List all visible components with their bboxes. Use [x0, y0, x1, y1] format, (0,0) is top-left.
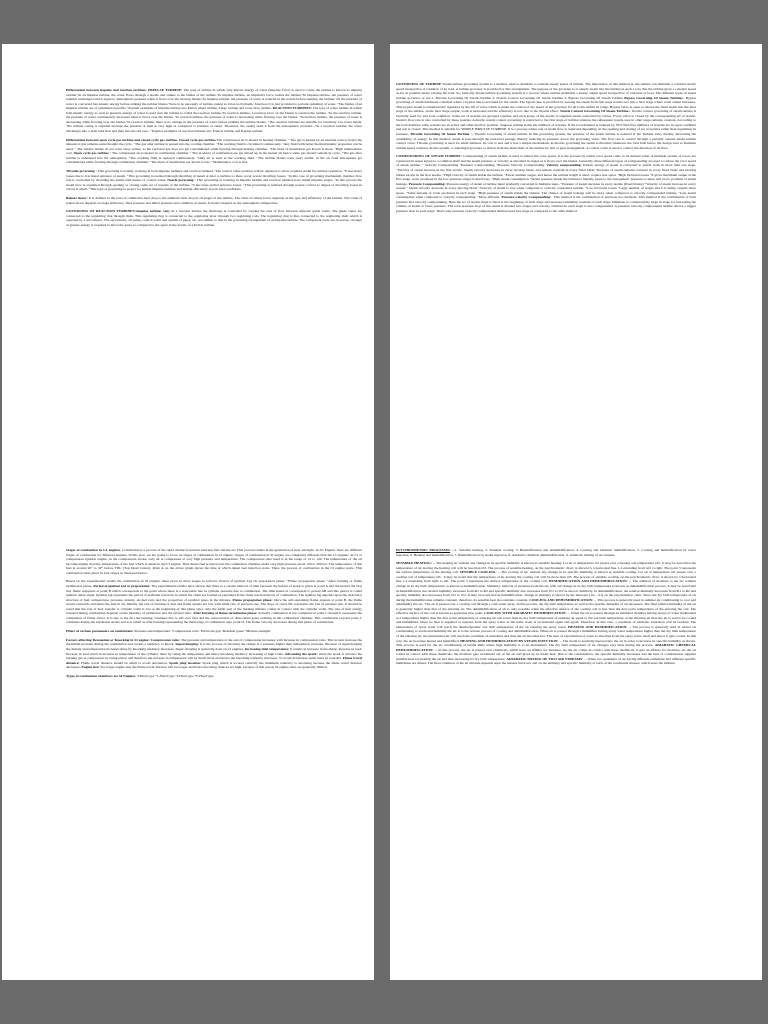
body-text: -- The heating air without any change in its specific humidity is known as sensible heating. Let air at temperature td1 passes over a heating coil temperature td3 . It may be noted that the temperature of air leaving the heating coil will be less than td3. The process of sensible heating, on the psychrometric chart, is shown by a horizontal line 1-2 extending from left to right. The point 3 represents the surface temperature of the heating coil. — [396, 561, 696, 575]
body-text: Kinetic energy of steam is converted to useful work in more than one stage. "Velocity of steam increase in the first nozzle. Steam velocity decreases in every moving blade, and remain constant in every fixed blade "Pressure of steam remains constant in every fixed blade and moving blades except in the first nozzle. "High velocity of steam inside the turbine. "Fewer number stages, and hence the turbine length is short, require less space "High frictional losses "It gives maximum output at the first stage, work produced in the low-pressure stages is much less. "High steam consumption "Steam pressure inside the turbine is literally equal to the atmospheric pressure so there will be no problem of steam leakage. — [396, 163, 696, 186]
bold-heading: Flame travel distance: — [66, 656, 362, 665]
bold-heading: Bypass Governing Of Steam Turbine:- — [624, 95, 685, 100]
bold-heading: Factors affecting Detonation or Knocking in SI engine: — [66, 637, 150, 642]
bold-heading: Increasing inlet temperature: — [244, 646, 290, 651]
body-text: when the spark is advance the burning gas is compressed by rising piston and therefore the increase in temperature will be much more and hence the knocking tendency increases. To avoid detonation spark must be retarded. — [66, 651, 362, 661]
bold-heading: Pressure-velocity Compounding:- — [501, 195, 553, 200]
body-text: The experimental results have shown that there is a certain interval of time between the instant of spark is given at point A and the instant the first tiny flame reappears at point B which corresponds to the point where there is a noticeable rise in cylinder pressure due to combustion. The time intern al corresponds to period AB and this period is called ignition delay angle. Ignition lag represents the period of preflame reactions in which the chain are formed as explained in the chain reaction theory of combustion. The ignition lag depends upon the molecular structure of fuel, temperature, pressure, density, air-fuel ratio and the proportion of residual gases in the mixture. — [66, 584, 362, 602]
paragraph — [66, 548, 362, 575]
bold-heading: REACTION TURBINES: — [272, 106, 312, 111]
body-text: : This governing is working in impulse turbine and reaction turbines have initial impulse stages. "In this process the steam flow is regulated through opening or closing some set of nozzles of the turbine. "It has large partial entrance losses. "This governing is realized through nozzle control so degree of throttling losses in valves is small. "This type of governing is proper for simple impulse turbines and mainly efficiently in part load conditions. — [66, 178, 362, 192]
bold-heading: Closed cycle gas turbine — [178, 137, 216, 142]
paragraph — [396, 548, 696, 557]
paragraph — [66, 196, 362, 205]
paragraph — [66, 138, 362, 165]
bold-heading: Differentiate between open cycle gas turbine and closed cycle gas turbine. — [66, 137, 178, 142]
body-text: -- When two quantities of air having different enthalpies and different specific humidities are mixed. The final condition of the air mixture depends upon the masses involved, and on the enthalpy and specific humidity of each of the constituent masses, which enter the mixture. — [396, 656, 696, 666]
paragraph — [396, 154, 696, 213]
body-text: Based on the experimental results the combustion in SI engines takes place in three stages as follows: Period of ignition Lag Or preparation phase. "Flame propagation phase. — [66, 579, 326, 584]
bold-heading: COOLING WITH ADIABATIC HUMIDIFICATION: — [484, 611, 567, 616]
document-page-1 — [2, 44, 374, 512]
bold-heading: Stages of combustion in S.I. engines. — [66, 548, 121, 552]
bold-heading: SENSIBLE HEATING: — [396, 561, 432, 566]
paragraph — [66, 629, 362, 634]
bold-heading: HEATING AND HUMIDIFICATION: — [567, 624, 628, 629]
body-text: Increase in load: Increase in load result in increase in temperature of the cylinder, there by rising the temperature and hence knocking tendency increasing at high loads. — [66, 646, 362, 656]
document-page-2 — [390, 44, 762, 512]
body-text: : This governing is usually working in both impulse turbines and reaction turbines."The control value position will be adjusted to allow required steam for turbine operation. "It has lesser losses due to fractional entrance of steam. "This governing is realized through throttling of steam at inlet to turbine so there occur severe throttling losses. "In this case of governing mechanism, thermos flow rate is controlled by throttling the steam with means of control value. — [66, 169, 362, 183]
bold-heading: HUMIDIFICATION AND DEHUMIDIFICATION: — [548, 579, 628, 584]
bold-heading: Supercharging: — [175, 642, 199, 647]
body-text: This method is the combination of previous two methods. This method is the combination of both pressure and velocity compounding. Here the set of nozzle rings is fixed at the beginning of each stage and pressure remaining constant of each stage. Diameter is comparatively large in stage for increasing the volume of steam at lower pressure. The total pressure drop of the steam is divided into stages and velocity obtained in each stage is also compounded. A pressure velocity compounded turbine allows a bigger pressure drop in each stage. That's why pressure velocity compounded method need less stage as compared to the other method. — [396, 195, 696, 213]
body-text: Steam turbine governing system is a method, used to maintain a constant steady speed of turbine. The importance of this method is, the turbine can maintain a constant steady speed irrespective of variation of its load. A turbine governor is provided for this arrangement. The purpose of the governor is to supply steam into the turbine in such a way that the turbine gives a constant speed as far as possible under varying the load. So, basically Steam turbine governing system is a process where turbine maintains a steady output speed irrespective of variation of load. The different types of steam turbine governor of are:1. Throttle Governing Of Steam Turbine 2. Nozzle Control Governing Of Steam Turbine 3. Bypass Governing Of Steam Turbine — [396, 82, 696, 100]
body-text: Bypass governing of steam turbinesis a method where a bypass line is provided for the steam. The bypass line is provided for passing the steam from first stage nozzle box into a later stage where work output increases. This bypass steam is automatically regulated by the lift of valve which is under the control of the speed of the governor for all loads within its range. Bypass valve is open to release the fresh steam into the later stage of the turbine. In the later stage output, work is increased and the efficiency is low due to the throttle effect. — [396, 95, 696, 114]
bold-heading: ADIABATIC CHEMICAL DEHUMIDIFICATION: — [396, 643, 696, 652]
body-text: -- The steam is normally injected into the air in order to increase its specific humidity as shown. This process is used for the air conditioning of textile mills where high humidity is to be maintained. The dry bulb temperature of air changes very little during the process. — [396, 638, 696, 648]
body-text: Flame travel distance should be small to avoid detonation. — [81, 660, 168, 665]
body-text: It is defined as the ratio of cumulative heat drop to the adiabatic heat drop in all stages of the turbine. The value of reheat factor depends on the type and efficiency of the turbine. The value of reheat factor depends on stage efficiency, final pressure and initial pressure and condition of steam. It doesn't depend on the atmospheric temperature. — [66, 196, 362, 205]
bold-heading: Spark plug location: — [169, 660, 201, 665]
bold-heading: Throttle governing — [66, 169, 95, 174]
bold-heading: Compression ratio: — [150, 637, 181, 642]
body-text: Compounding of steam turbine is used to reduce the rotor speed. It is the process by which rotor speed come to its desired value. A multiple system of rotors are connected in series keyed to a common shaft and the steam pressure or velocity is absorbed in stages as it flows over the blades. Generally, three different types of compounding are used to reduce the rotor speed of steam turbine. " Velocity Compounding "Pressure Compounding "Pressure Velocity Compounding. — [396, 154, 696, 168]
bold-heading: Types of combustion chambers for SI Engines. — [66, 673, 137, 678]
body-text: It is due to the fact the burning continues due to left over fuel and the reassociation of dissociated gases existing in the combustion chamber. This combustion beyond point C continues during the expansion stroke and it is called as after burning representing the third stage of combustion upto point D. The flame velocity decreases during this phase of combustion. — [66, 615, 362, 625]
body-text: :--1. Sensible heating, 2. Sensible cooling, 3. Humidification and dehumidification, 4. Cooling and adiabatic humidification, 5. Cooling and humidification by water injection, 6. Heating and humidification, 7. Humidification by steam injection, 8. Adiabatic chemical dehumidification, 9. Adiabatic mixing of air streams. — [396, 548, 696, 557]
bold-heading: GOVERNING OF REACTION TURBINES=impulse turbine =any — [66, 209, 170, 214]
body-text: The compressed air is heated in combustion chamber " The products of combustion are get mixed up in the heated air hence same gas doesn't remain in cycle. "The gas after turbine is exhausted into the atmosphere. "The working fluid is replaced continuously. "Only air is used as the working fluid. "The turbine blades wear away earlier, as the air from atmosphere get contaminated while flowing through combustion chamber. "The mass of installation per Kwatt is less. "Maintenance cost is less. — [66, 151, 362, 165]
body-text: -- The process is generally used in winter air conditioning to warm and humidify the air. It is the reverse process of cooling and dehumidification. When air is passed through a humidifier having spray water temperature higher than the dry bulb temperature of the entering air, the unsaturated air will reach the condition of saturation and thus the air becomes hot. The heat of vaporization of water is absorbed from the spray water itself and hence it gets cooled. In this way, the air becomes heated and humidified. — [396, 624, 696, 643]
body-text: -- In this process, the air is passed over chemicals, which have an affinity for moisture. As the air comes in contact with these chemicals, it gets an affinity for moisture. As the air comes in contact with these chemicals, the moisture gets condensed out of the air and gives up its latent heat. Due to the condensation, the specific humidity decreases and the heat of condensation supplies sensible heat for heating the air and thus increasing its dry bulb temperature. — [396, 647, 696, 661]
bold-heading: Flame propagation phase: — [232, 597, 273, 602]
body-text: Actually combustion is not completed at point C though it represents the completion of flame travel. — [66, 611, 362, 620]
bold-heading: Engine size: — [81, 665, 100, 670]
paragraph — [66, 579, 362, 624]
paragraph — [66, 674, 362, 679]
document-page-3 — [2, 512, 374, 980]
body-text: It results in increase in knocking. — [290, 646, 338, 651]
bold-heading: Advancing the spark: — [284, 651, 318, 656]
body-text: T-Head type "L-Head type "I-Head type "F-Head type — [136, 673, 214, 678]
body-text: -- The addition of moisture to the air, without change in its dry bulb temperature, is known as humidification. Similarly, removal of moisture from the air, with out change in its dry bulb temperature is known as dehumidification process. It may be noted that in humidification, the relative humidity increases from Φ1 to Φ2 and specific humidity also increases from W1 to W2 as shown. Similarly, in dehumidification, the relative humidity decreases from Φ1 to Φ2 and specific humidity also decreases from W1 to W2. It may be noted that in humidification, change in enthalpy is shown by the intercept ( h2 – h1) on the psychometric chart. Since the dry bulb temperature of air during the humidification remains constant, therefore, its sensible heat also remains constant. — [396, 579, 696, 602]
bold-heading: Open cycle gas turbine : — [73, 151, 112, 156]
body-text: It is the process of allowing the charge at a pressure higher than atmospheric pressure. Because of supercharging the density and temperature increases there by knocking tendency increases. Super charging is generally done on CI engines. — [66, 642, 362, 651]
body-text: For larger engine size the flame travel distance will be longer and hence knocking chances are high, because of this reason SI engine sizes are generally limited. — [100, 665, 328, 670]
bold-heading: Period of ignition lad or preparation: — [93, 584, 151, 589]
bold-heading: Differentiate between impulse and reaction turbines. — [66, 88, 147, 92]
body-text: The type of water turbine in which both kinetic energy as well as pressure energy of water is used turn the turbine is called the reaction turbine."In reaction turbine, a reaction force on the blades is rotation the turbine. "In the reaction turbine, the pressure of water continuously decreases when it flows over the blades. "In reaction turbine, the pressure of water is decreasing while flowing over the blades. "In reaction turbine, the pressure of water is decreasing while flowing over the blades."In reaction turbine, there is no change in the pressure of water before striking the turbine blades. "The reaction turbines are suitable for relatively low water heads. "the turbine casing is required because the pressure at inlet is very high as compared to pressure at outlet. Therefore, the casing seals it from the atmospheric pressure..."In a reaction turbine, the water discharges into a draft tube first and then into the tail race.. "Popular examples of reaction turbines are: Francis turbine and Kaplan turbine. — [66, 106, 362, 133]
paragraph — [66, 169, 362, 192]
body-text: Nozzle control governing of steam turbine is basically used for part load condition. Some set of nozzles are grouped together and each group of the nozzle is supplied steam controlled by valves. Every valve is closed by the corresponding set of nozzle. Steam's flow rate is also controlled by these nozzles. Actually, nozzle control governing is restricted to the first stage of turbine whereas the subsequent nozzle area in other stage remains constant. According to the load demand, some nozzles are in active and other inactive position. Suppose turbine holds ten numbers of nozzles. If the load demand is reduced by 50% then five numbers of nozzles are in open condition and rest is closed. This method is suitable for SIMPLE IMPULSE TURBINE. It is a process where rate of steam flow is regulated depending on the opening and closing of set of nozzles rather than regulating its pressure. — [396, 109, 696, 137]
body-text: Once the self-sustaining flame appears at point B, the flame travels outwards and burns the fuel in air. Initially the rate of burning of fuel and flame speeds are low with small rate of pressure rise. The slope of curve BC represents the rate of pressure rise. It should be noted that the rate of heat transfer to cylinder walls is low at the beginning of this phase since only the small part of the burning mixture comes in contact with the cylinder walls. The rate of heat energy released during combustion depends on the intensity of turbulence and the air-fuel ratio. — [66, 597, 362, 616]
page-3-text — [66, 548, 362, 958]
paragraph — [396, 561, 696, 666]
bold-heading: COMPOUNDING OF STEAM TURBINE: — [396, 154, 462, 159]
body-text: "After burning or flame termination phase. — [66, 579, 362, 589]
body-text: -- The cooling of air, without any change in its specific humidity, is known as sensible cooling. Let air at temperature td1 passes over a cooling coil of temperature td3 . It may be noted that the temperature of air leaving the cooling coil will be more than td3. The process of sensible cooling, on the psychrometric chart, is shown by a horizontal line 1-2 extending from right to left. The point 3 represents the surface temperature of the cooling coil. — [396, 570, 696, 584]
body-text: -- This process is generally used in summer air conditioning to cool and dehumidify the air,. The air is passed over a cooling coil through a cold-water spray. In this process, the dry bulb temperature as well as the specific humidity of air decreases. The final relative humidity of the air is generally higher than that of the entering air. The dehumidification of air is only possible when the effective surface of the cooling coil is less than the dew point temperature of the entering the coil. The effective surface of the coil is known as apparatus dew point. — [396, 597, 696, 616]
bold-heading: GOVERNING OF TURBINE — [396, 82, 442, 86]
body-text: Combustion is a process of the rapid chemical reaction between fuel and the air. This process results in the generation of heat and light. In SC Engine, there are different stages of combustion for different engines. In this post, we are going to focus on stages of combustion in CI engine. Stages of combustion in SI engine are completely different than the CI engines. — [66, 548, 362, 557]
bold-heading: HEATING AND HUMIDIFICATION BY STEAM INJECTION: — [460, 638, 559, 643]
bold-heading: Nozzle governing — [167, 178, 194, 183]
bold-heading: Throttle Governing Of Steam Turbine :- — [410, 132, 474, 137]
paragraph — [66, 88, 362, 133]
body-text: The pressure and temperature at the end of compression increases with increase in compression ratio. This in turn increase the maximum pressure during the combustion and creates a tendency to knock. — [66, 637, 362, 647]
body-text: The type of turbine in which only kinetic energy of water (impulse force) is used to rotate the turbine is known as impulse turbine."In an impulse turbine, the water flows through a nozzle and strikes to the blades of the turbine."In impulse turbine, an impulsive force rotates the turbine."In impulse turbine, the pressure of water remains unchanged and is equal to atmospheric pressure when it flows over the moving blades."In impulse turbine, the pressure of water is reduced in the nozzle before entering the turbine."all the pressure of water is converted into kinetic energy before striking the turbine blades."there is no necessity of turbine casing as it has no hydraulic function. It is just provided to prevent splashing of water. "The blades of an impulse turbine are of symmetrical profile."Popular examples of impulse turbine are: Pelton wheel turbine, Turgo turbine and cross-flow turbine. — [66, 88, 362, 111]
page-2-text — [396, 82, 696, 492]
bold-heading: COOLING AND DEHUMIDIFICATION: — [529, 597, 594, 602]
paragraph — [396, 82, 696, 150]
bold-heading: IMPULSE TURBINE: — [147, 88, 183, 92]
page-4-text — [396, 548, 696, 958]
bold-heading: Nozzle Control Governing Of Steam Turbine:- — [560, 109, 631, 114]
bold-heading: Effect of various parameters on combustion: — [66, 629, 134, 634]
body-text: Pressure and temperature "Compression ratio "Electrode gap "Residual gases "Mixture strength. — [134, 629, 271, 634]
bold-heading: After burning of flame termination phase: — [192, 611, 258, 616]
body-text: In CI or compression ignition engine, in the compression stroke, only air is compressed at very high pressure and temperature. The compression ratio used is in the range of 12 to 120. — [66, 552, 362, 562]
document-page-4 — [390, 512, 762, 980]
bold-heading: Velocity compounding: — [546, 163, 582, 168]
bold-heading: PSYCHROMETRIC PROCESSES — [396, 548, 451, 552]
body-text: Throttle Governing of steam turbine In this governing system, the pressure of the steam turbine is reduced at the Turbine entry thereby decreasing the availability of energy. In this method, steam is pass through the restricted passage thereby reducing its pressure across the governing valve. The flow rate is control through a partially opened steam turbine control valve. Throttle governing is used for small turbines. Its cost is less and it has a simple mechanism. In throttle governing the steam is throttled whenever the load falls below the design load to maintain turbine speed constant. In this system, a centrifugal governor is driven from the main shaft of the turbine by belt or gear arrangement. A control valve is used to control the direction of oil flow. — [396, 132, 696, 150]
paragraph — [66, 209, 362, 227]
body-text: Point A on the above graph shows the time at which diesel fuel injection starts. Then, the process of combustion in the CI engine starts. This combustion takes place in four stages as discussed below. — [66, 566, 362, 575]
body-text: The compressed air is heated in heating chamber. " The gas is heated by an external source, hence the amount of gas remains same thought the cycle. "The gas after turbine is passed into the cooling chamber. "The working fluid is circulated continuously. "Any fluid with better thermodynamic properties can be used. " The turbine blades do not wear away earlier, as the enclosed gas does not get contaminated while flowing through heating chamber. "The mass of installation per Kwatt is more. "High maintenance cost. — [66, 137, 362, 156]
bold-heading: Pressure Compounding: — [408, 181, 446, 186]
body-text: Spark plug which is located centrally has minimum tendency to knocking because the flame travel distance decreases. — [66, 660, 362, 670]
bold-heading: ADIABATIC MIXING OF TWO AIR STREAMS: — [506, 656, 584, 661]
body-text: -- When the air is passed through an insulated chamber having sprays of water maintained at a temperature higher than the dew point temperature of entering air, but lower than its dry bulb temperature of entering air equal to the wet bulb temperature of the entering air then the air is said to be cooled and humidified. Since no heat is supplied or rejected from the spray water as the same water is recirculated again and again. Therefore, in this case, a condition of adiabatic saturation will be reached. The temperature of spray water will reach the thermodynamic wet bulb temperature of the air entering the spray water. — [396, 611, 696, 629]
body-text: The temperature of the air becomes higher than the temperature of the fuel which is diesel in the CI engine. Then diesel fuel is injected in the combustion chamber under very high pressure about 120 to 200 bar. The temperature of this fuel is around 20° to 30° before TDC (Top Dead Center). — [66, 557, 362, 571]
page-1-text — [66, 88, 362, 498]
bold-heading: Reheat factor: — [66, 196, 88, 201]
bold-heading: SENSIBLE COOLING: — [459, 570, 497, 575]
paragraph — [66, 638, 362, 670]
body-text: Pressure energy of steam at turbine input gradually converted in multiple steps. "Pressure of steam decrease in every nozzle (fixed blades) "Velocity of steam increase in every nozzle." Steam velocity decrease in every moving blade "Velocity of steam is low when compared to velocity compound turbine. "Low frictional losses "Large number of stages and it is bulky, require more space. "Same amount of work produced in each stage. "High pressure of steam inside the turbine. The chance of steam leakage will be more when compared to velocity compounded turbine. "Less steam consumption when compared to velocity compounding. "More efficient. — [396, 181, 696, 200]
body-text: In a reaction turbine the discharge is controlled by varying the area of flow between adjacent guide vanes. The guide vanes are connected to the regulating ring through links. This regulating ring is connected to the regulating lever through two regulating rods. The regulating ring is thus connected to the regulating shaft which is operated by a servomotor. The servomotor, oil sump, control valve and system of pipes, etc. are similar to that in the governing arrangement of an impulse turbine. The component parts are, however, stronger as greater energy is required to move the gates as compared to the spear in the nozzle of a Pelton turbine. — [66, 209, 362, 227]
